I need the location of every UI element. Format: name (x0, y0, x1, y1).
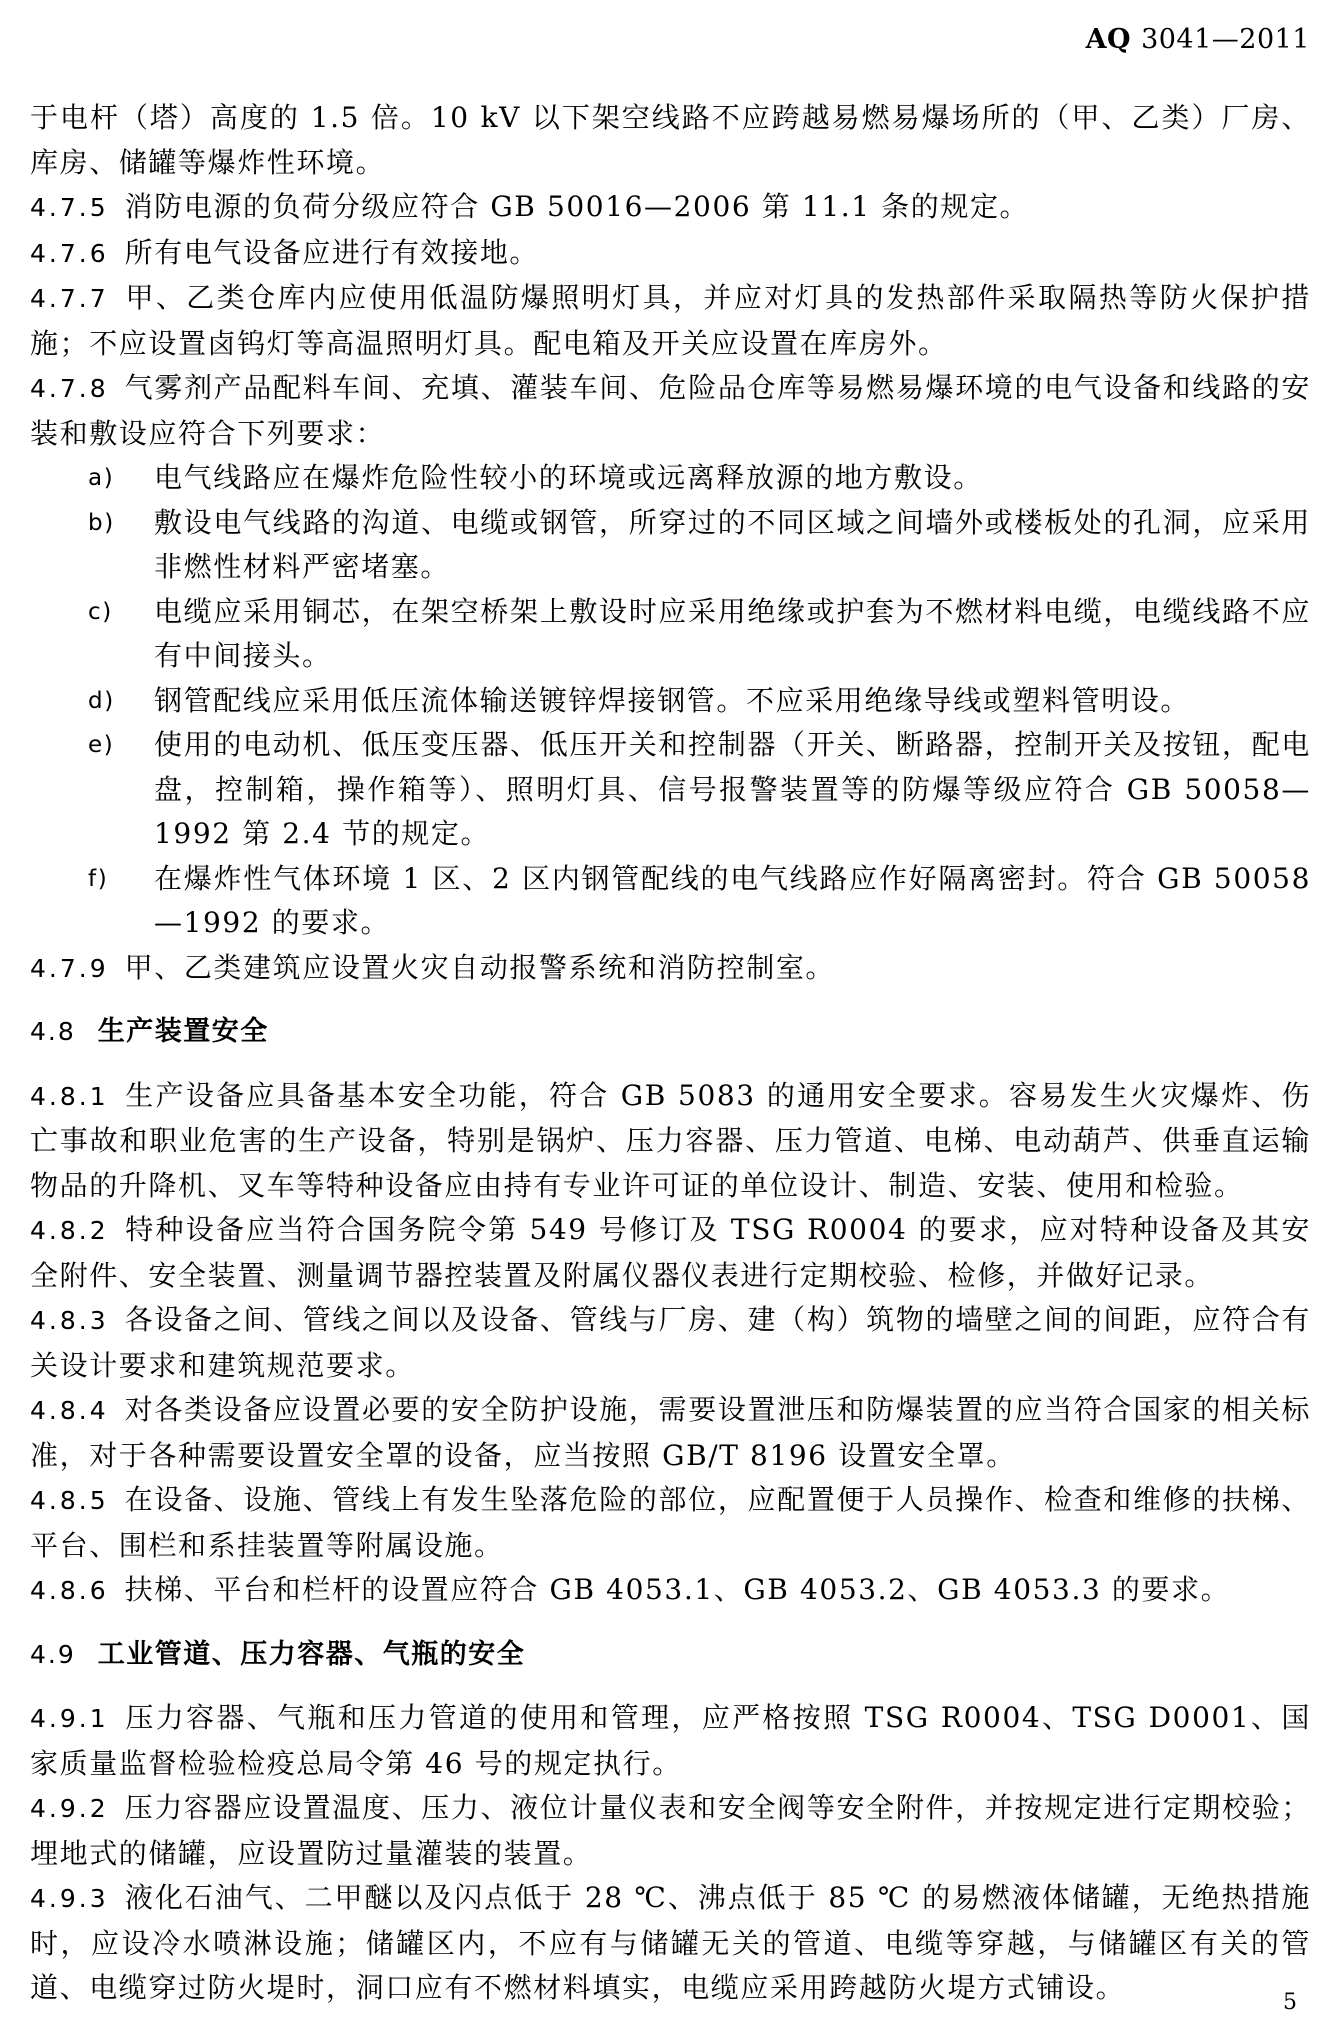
clause-number: 4.7.6 (30, 238, 109, 268)
section-number: 4.9 (30, 1639, 76, 1669)
list-item-text: 敷设电气线路的沟道、电缆或钢管，所穿过的不同区域之间墙外或楼板处的孔洞，应采用非燃性材料严密堵塞。 (154, 505, 1311, 583)
section-title: 工业管道、压力容器、气瓶的安全 (97, 1638, 526, 1670)
list-marker: b) (88, 509, 115, 536)
clause-number: 4.7.8 (30, 374, 109, 403)
clause-number: 4.9.2 (30, 1794, 109, 1823)
clause-4-8-6 (30, 1568, 1311, 1614)
list-item-e (30, 723, 1311, 857)
clause-text: 甲、乙类仓库内应使用低温防爆照明灯具，并应对灯具的发热部件采取隔热等防火保护措施；不应设置卤钨灯等高温照明灯具。配电箱及开关应设置在库房外。 (30, 281, 1311, 360)
clause-4-8-2 (30, 1208, 1311, 1298)
clause-4-7-9 (30, 946, 1311, 992)
clause-text: 对各类设备应设置必要的安全防护设施，需要设置泄压和防爆装置的应当符合国家的相关标准，对于各种需要设置安全罩的设备，应当按照 GB/T 8196 设置安全罩。 (30, 1393, 1311, 1472)
list-item-f (30, 857, 1311, 946)
list-item-text: 电缆应采用铜芯，在架空桥架上敷设时应采用绝缘或护套为不燃材料电缆，电缆线路不应有中间接头。 (154, 594, 1311, 672)
document-body (30, 96, 1311, 2011)
section-heading-4-9 (30, 1633, 1311, 1678)
clause-text: 压力容器、气瓶和压力管道的使用和管理，应严格按照 TSG R0004、TSG D0001、国家质量监督检验检疫总局令第 46 号的规定执行。 (30, 1701, 1311, 1780)
list-item-d (30, 679, 1311, 724)
clause-number: 4.8.5 (30, 1486, 109, 1515)
clause-4-7-8 (30, 366, 1311, 456)
clause-4-8-4 (30, 1388, 1311, 1478)
section-number: 4.8 (30, 1017, 76, 1046)
list-marker: c) (88, 598, 113, 625)
clause-4-8-3 (30, 1298, 1311, 1388)
clause-text: 特种设备应当符合国务院令第 549 号修订及 TSG R0004 的要求，应对特种设备及其安全附件、安全装置、测量调节器控装置及附属仪器仪表进行定期校验、检修，并做好记录。 (30, 1213, 1311, 1292)
clause-4-9-3 (30, 1876, 1311, 2011)
clause-text: 消防电源的负荷分级应符合 GB 50016—2006 第 11.1 条的规定。 (124, 190, 1030, 223)
clause-text: 生产设备应具备基本安全功能，符合 GB 5083 的通用安全要求。容易发生火灾爆炸、伤亡事故和职业危害的生产设备，特别是锅炉、压力容器、压力管道、电梯、电动葫芦、供垂直运输物品的升降机、叉车等特种设备应由持有专业许可证的单位设计、制造、安装、使用和检验。 (30, 1078, 1311, 1202)
clause-number: 4.9.3 (30, 1884, 109, 1913)
clause-4-7-7 (30, 276, 1311, 366)
clause-number: 4.8.1 (30, 1081, 109, 1111)
clause-4-9-2 (30, 1786, 1311, 1876)
list-marker: a) (88, 465, 115, 491)
list-marker: d) (88, 687, 115, 714)
section-heading-4-8 (30, 1010, 1311, 1055)
list-marker: f) (88, 865, 109, 892)
list-item-text: 钢管配线应采用低压流体输送镀锌焊接钢管。不应采用绝缘导线或塑料管明设。 (154, 683, 1191, 717)
page-number: 5 (1283, 1990, 1297, 2015)
clause-number: 4.7.7 (30, 284, 109, 313)
clause-number: 4.8.4 (30, 1396, 109, 1425)
list-item-c (30, 590, 1311, 679)
section-title: 生产装置安全 (97, 1016, 269, 1047)
continuation-paragraph: 于电杆（塔）高度的 1.5 倍。10 kV 以下架空线路不应跨越易燃易爆场所的（甲、乙类）厂房、库房、储罐等爆炸性环境。 (30, 101, 1311, 179)
clause-4-8-1 (30, 1074, 1311, 1209)
clause-number: 4.9.1 (30, 1704, 109, 1733)
clause-text: 扶梯、平台和栏杆的设置应符合 GB 4053.1、GB 4053.2、GB 4053.3 的要求。 (124, 1573, 1231, 1606)
clause-number: 4.7.9 (30, 953, 109, 983)
list-item-b (30, 501, 1311, 590)
list-marker: e) (88, 732, 115, 758)
clause-text: 所有电气设备应进行有效接地。 (124, 235, 540, 269)
clause-text: 压力容器应设置温度、压力、液位计量仪表和安全阀等安全附件，并按规定进行定期校验；埋地式的储罐，应设置防过量灌装的装置。 (30, 1791, 1311, 1870)
clause-4-7-6 (30, 231, 1311, 277)
list-item-text: 电气线路应在爆炸危险性较小的环境或远离释放源的地方敷设。 (154, 461, 983, 494)
clause-number: 4.8.3 (30, 1306, 109, 1335)
clause-number: 4.7.5 (30, 193, 109, 222)
clause-text: 各设备之间、管线之间以及设备、管线与厂房、建（构）筑物的墙壁之间的间距，应符合有关设计要求和建筑规范要求。 (30, 1303, 1311, 1382)
clause-4-8-5 (30, 1478, 1311, 1568)
clause-text: 甲、乙类建筑应设置火灾自动报警系统和消防控制室。 (124, 950, 836, 984)
standard-prefix: AQ (1085, 24, 1132, 55)
clause-number: 4.8.2 (30, 1216, 109, 1245)
clause-4-7-5 (30, 185, 1311, 231)
list-item-a (30, 456, 1311, 501)
standard-code: 3041—2011 (1141, 24, 1310, 55)
clause-text: 在设备、设施、管线上有发生坠落危险的部位，应配置便于人员操作、检查和维修的扶梯、平台、围栏和系挂装置等附属设施。 (30, 1483, 1311, 1562)
standard-header (1086, 24, 1310, 55)
clause-text: 液化石油气、二甲醚以及闪点低于 28 ℃、沸点低于 85 ℃ 的易燃液体储罐，无绝热措施时，应设冷水喷淋设施；储罐区内，不应有与储罐无关的管道、电缆等穿越，与储罐区有关的管道、电缆穿过防火堤时，洞口应有不燃材料填实，电缆应采用跨越防火堤方式铺设。 (30, 1881, 1311, 2004)
list-item-text: 在爆炸性气体环境 1 区、2 区内钢管配线的电气线路应作好隔离密封。符合 GB 50058—1992 的要求。 (154, 861, 1311, 939)
clause-text: 气雾剂产品配料车间、充填、灌装车间、危险品仓库等易燃易爆环境的电气设备和线路的安装和敷设应符合下列要求： (30, 371, 1311, 450)
list-item-text: 使用的电动机、低压变压器、低压开关和控制器（开关、断路器，控制开关及按钮，配电盘，控制箱，操作箱等）、照明灯具、信号报警装置等的防爆等级应符合 GB 50058—1992 第 2.4 节的规定。 (154, 728, 1311, 850)
clause-number: 4.8.6 (30, 1576, 109, 1605)
clause-4-9-1 (30, 1696, 1311, 1786)
